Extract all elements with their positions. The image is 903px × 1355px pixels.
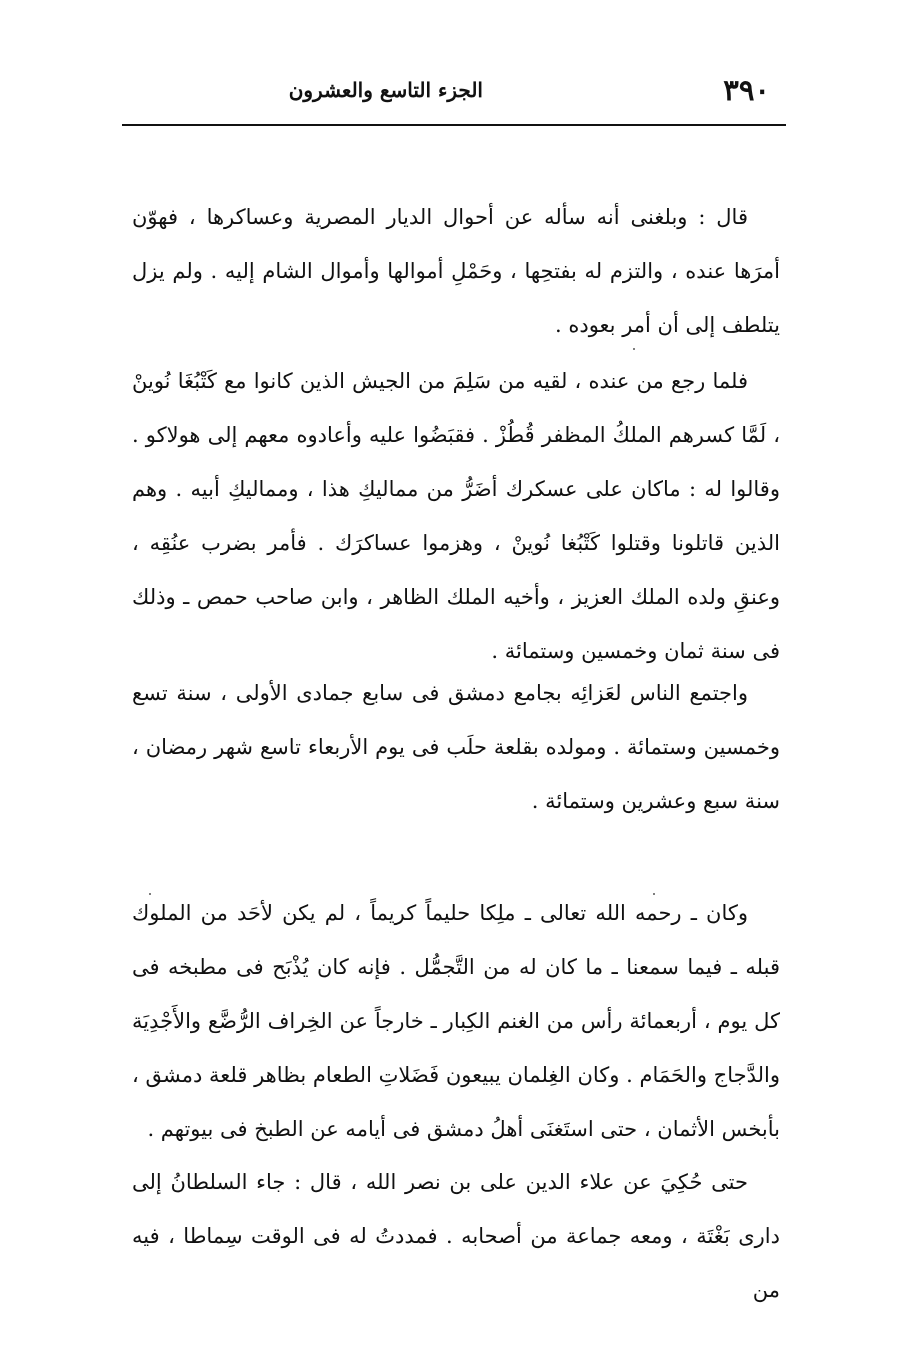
scan-speck (149, 893, 151, 895)
paragraph-2: فلما رجع من عنده ، لقيه من سَلِمَ من الجيش الذين كانوا مع كَتْبُغَا نُوينْ ، لَمَّا كسرهم الملكُ المظفر قُطُزْ . فقبَضُوا عليه وأعادوه معهم إلى هولاكو . وقالوا له : ماكان على عسكرك أضَرُّ من مماليكِ هذا ، ومماليكِ أبيه . وهم الذين قاتلونا وقتلوا كَتْبُغا نُوينْ ، وهزموا عساكرَك . فأمر بضرب عنُقِه ، وعنقِ ولده الملك العزيز ، وأخيه الملك الظاهر ، وابن صاحب حمص ـ وذلك فى سنة ثمان وخمسين وستمائة . (132, 369, 780, 663)
page-number: ٣٩٠ (723, 73, 770, 107)
scan-speck (653, 893, 655, 895)
paragraph-4: وكان ـ رحمه الله تعالى ـ ملِكا حليماً كريماً ، لم يكن لأحَد من الملوك قبله ـ فيما سمعنا ـ ما كان له من التَّجمُّل . فإنه كان يُذْبَح فى مطبخه فى كل يوم ، أربعمائة رأس من الغنم الكِبار ـ خارجاً عن الخِراف الرُّضَّع والأَجْدِيَة والدَّجاج والحَمَام . وكان الغِلمان يبيعون فَضَلاتِ الطعام بظاهر قلعة دمشق ، بأبخس الأثمان ، حتى استَغنَى أهلُ دمشق فى أيامه عن الطبخ فى بيوتهم . (132, 901, 780, 1141)
paragraph-5: حتى حُكِيَ عن علاء الدين على بن نصر الله ، قال : جاء السلطانُ إلى دارى بَغْتَة ، ومعه جماعة من أصحابه . فمددتُ له فى الوقت سِماطا ، فيه من (132, 1170, 780, 1302)
running-title: الجزء التاسع والعشرون (288, 78, 483, 102)
paragraph-3: واجتمع الناس لعَزائِه بجامع دمشق فى سابع جمادى الأولى ، سنة تسع وخمسين وستمائة . ومولده بقلعة حلَب فى يوم الأربعاء تاسع شهر رمضان ، سنة سبع وعشرين وستمائة . (132, 681, 780, 813)
scan-speck (633, 348, 635, 350)
header-rule (122, 124, 786, 126)
paragraph-1: قال : وبلغنى أنه سأله عن أحوال الديار المصرية وعساكرها ، فهوّن أمرَها عنده ، والتزم له بفتحِها ، وحَمْلِ أموالها وأموال الشام إليه . ولم يزل يتلطف إلى أن أمر بعوده . (132, 205, 780, 337)
